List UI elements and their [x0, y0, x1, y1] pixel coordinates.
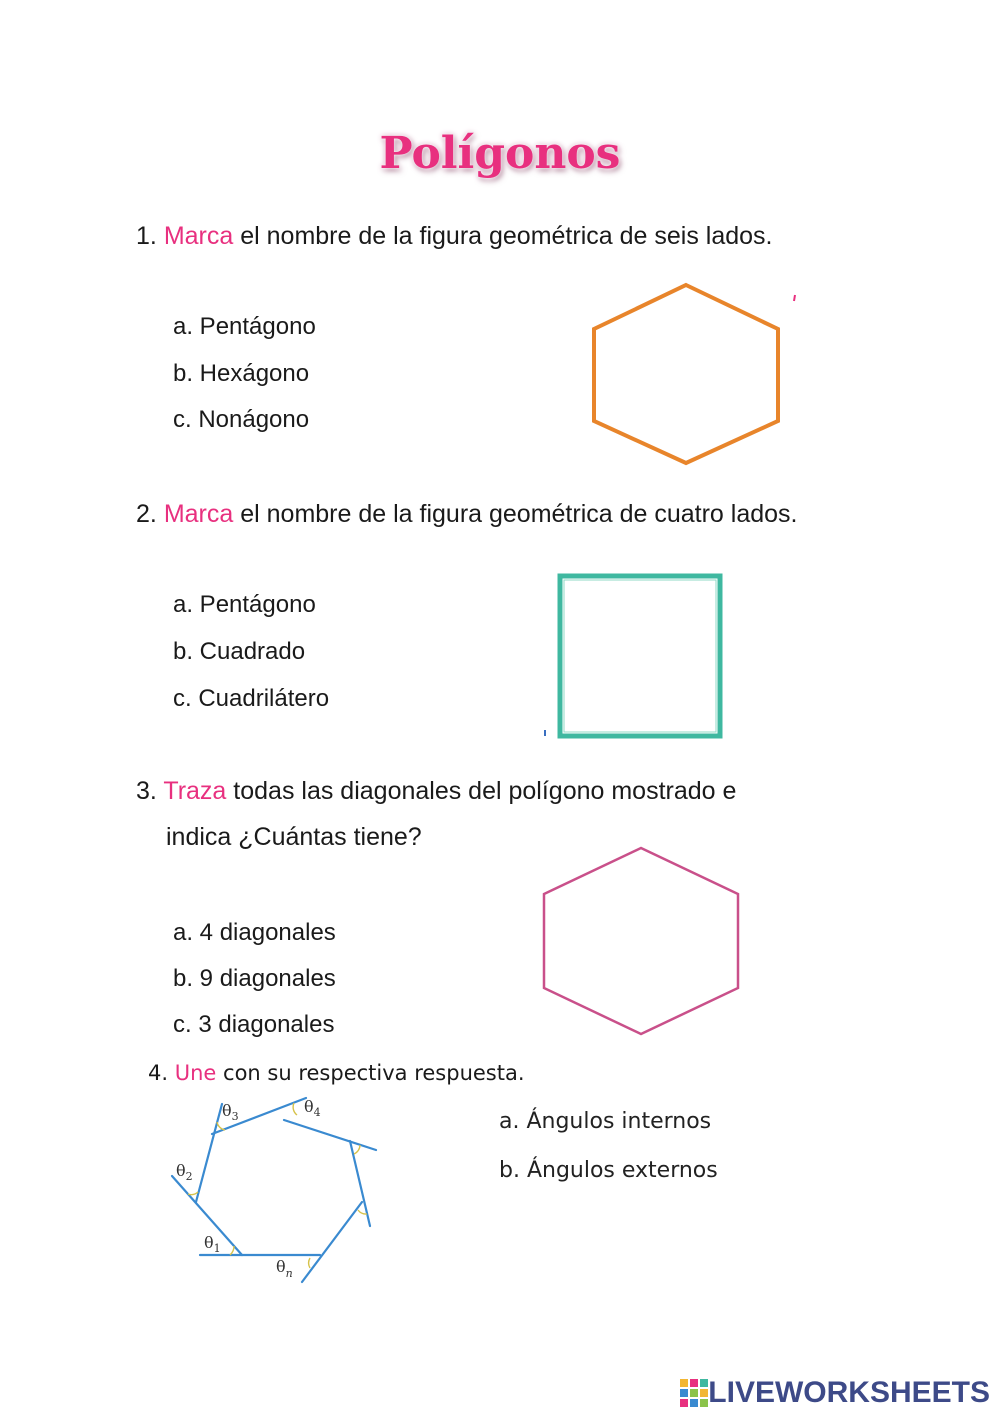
- question-3-number: 3.: [136, 777, 157, 805]
- question-3-verb: Traza: [163, 777, 227, 805]
- hexagon-figure-q1: [580, 275, 810, 475]
- question-1-number: 1.: [136, 222, 157, 250]
- logo-tile: [680, 1399, 688, 1407]
- question-4: [148, 1059, 525, 1087]
- logo-tile: [680, 1379, 688, 1387]
- liveworksheets-logo-text: LIVEWORKSHEETS: [708, 1376, 990, 1409]
- page-title: Polígonos: [379, 128, 621, 179]
- logo-tile: [690, 1379, 698, 1387]
- question-2-verb: Marca: [163, 500, 234, 528]
- question-1: [136, 221, 772, 251]
- q1-option-c[interactable]: c. Nonágono: [173, 406, 310, 433]
- q3-option-b[interactable]: b. 9 diagonales: [173, 965, 336, 992]
- logo-tile: [700, 1379, 708, 1387]
- polygon-side: [196, 1104, 222, 1202]
- hexagon-shape: [544, 848, 738, 1034]
- square-shape: [560, 576, 720, 736]
- question-4-text: con su respectiva respuesta.: [223, 1061, 525, 1085]
- theta-n-label: $\theta_n$: [276, 1257, 293, 1280]
- logo-tile: [680, 1389, 688, 1397]
- q2-option-c[interactable]: c. Cuadrilátero: [173, 685, 330, 712]
- question-2-number: 2.: [136, 500, 157, 528]
- angle-arc: [230, 1246, 234, 1255]
- question-3: [136, 776, 736, 806]
- theta-1-label: $\theta_1$: [204, 1233, 221, 1255]
- liveworksheets-logo: [680, 1376, 990, 1410]
- question-2-text: el nombre de la figura geométrica de cuatro lados.: [240, 500, 798, 528]
- square-inner-line: [564, 580, 716, 732]
- polygon-side: [284, 1120, 376, 1150]
- q1-option-b[interactable]: b. Hexágono: [173, 360, 310, 387]
- logo-tile: [690, 1399, 698, 1407]
- q1-option-a[interactable]: a. Pentágono: [173, 313, 316, 340]
- answer-a[interactable]: a. Ángulos internos: [499, 1109, 712, 1134]
- question-4-verb: Une: [174, 1061, 217, 1085]
- logo-tile: [700, 1399, 708, 1407]
- answer-b[interactable]: b. Ángulos externos: [499, 1158, 718, 1183]
- question-1-text: el nombre de la figura geométrica de seis lados.: [240, 222, 773, 250]
- q3-option-a[interactable]: a. 4 diagonales: [173, 919, 336, 946]
- q2-option-a[interactable]: a. Pentágono: [173, 591, 316, 618]
- hexagon-shape: [594, 285, 778, 463]
- logo-tile: [690, 1389, 698, 1397]
- square-figure-q2: [538, 570, 728, 742]
- theta-4-label: $\theta_4$: [304, 1097, 321, 1119]
- logo-tile: [700, 1389, 708, 1397]
- question-3-line2: indica ¿Cuántas tiene?: [166, 823, 422, 851]
- stray-mark: [794, 295, 795, 301]
- liveworksheets-logo-icon: [680, 1379, 708, 1407]
- polygon-angles-diagram: [160, 1090, 390, 1290]
- question-3-text: todas las diagonales del polígono mostrado e: [233, 777, 737, 805]
- angle-arc: [354, 1145, 360, 1154]
- theta-3-label: $\theta_3$: [222, 1101, 239, 1123]
- theta-2-label: $\theta_2$: [176, 1161, 193, 1183]
- angle-arc: [309, 1258, 310, 1268]
- question-1-verb: Marca: [163, 222, 234, 250]
- angle-arc: [188, 1192, 198, 1195]
- q3-option-c[interactable]: c. 3 diagonales: [173, 1011, 335, 1038]
- question-2: [136, 499, 798, 529]
- q2-option-b[interactable]: b. Cuadrado: [173, 638, 306, 665]
- question-4-number: 4.: [148, 1061, 169, 1085]
- hexagon-figure-q3[interactable]: [536, 842, 746, 1040]
- angle-arc: [293, 1103, 297, 1115]
- polygon-side: [302, 1202, 362, 1282]
